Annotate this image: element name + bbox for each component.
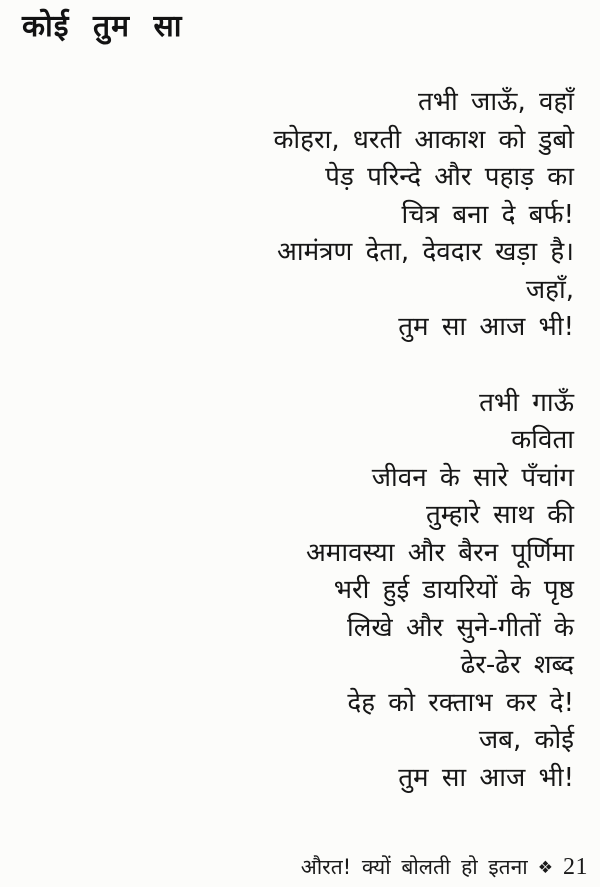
- poem-line: लिखे और सुने-गीतों के: [347, 612, 574, 643]
- stanza-2: [25, 385, 574, 798]
- poem-line: तभी गाऊँ: [479, 387, 574, 418]
- poem-line: जब, कोई: [478, 725, 574, 755]
- florette-diamond-icon: ❖: [537, 857, 553, 878]
- poem-line: कविता: [511, 425, 574, 455]
- poem-line: ढेर-ढेर शब्द: [460, 650, 574, 680]
- poem-title: कोई तुम सा: [22, 9, 183, 44]
- poem-line: तुम सा आज भी!: [398, 312, 574, 342]
- poem-line: भरी हुई डायरियों के पृष्ठ: [333, 575, 574, 605]
- poem-line: आमंत्रण देता, देवदार खड़ा है।: [277, 237, 574, 267]
- poem-line: पेड़ परिन्दे और पहाड़ का: [325, 162, 574, 192]
- poem-body: [25, 84, 574, 797]
- poem-line: तुम सा आज भी!: [398, 762, 574, 793]
- running-title: औरत! क्यों बोलती हो इतना: [300, 855, 528, 879]
- stanza-1: [25, 84, 574, 347]
- poem-line: तुम्हारे साथ की: [425, 500, 574, 530]
- poem-line: देह को रक्ताभ कर दे!: [347, 687, 574, 718]
- poem-line: कोहरा, धरती आकाश को डुबो: [273, 124, 574, 155]
- page-number: 21: [563, 853, 588, 880]
- poem-line: जीवन के सारे पँचांग: [371, 462, 574, 493]
- poem-line: चित्र बना दे बर्फ!: [401, 199, 574, 230]
- page-footer: [301, 853, 588, 881]
- poem-line: अमावस्या और बैरन पूर्णिमा: [305, 537, 574, 568]
- poem-line: जहाँ,: [525, 274, 574, 305]
- poem-line: तभी जाऊँ, वहाँ: [417, 87, 574, 117]
